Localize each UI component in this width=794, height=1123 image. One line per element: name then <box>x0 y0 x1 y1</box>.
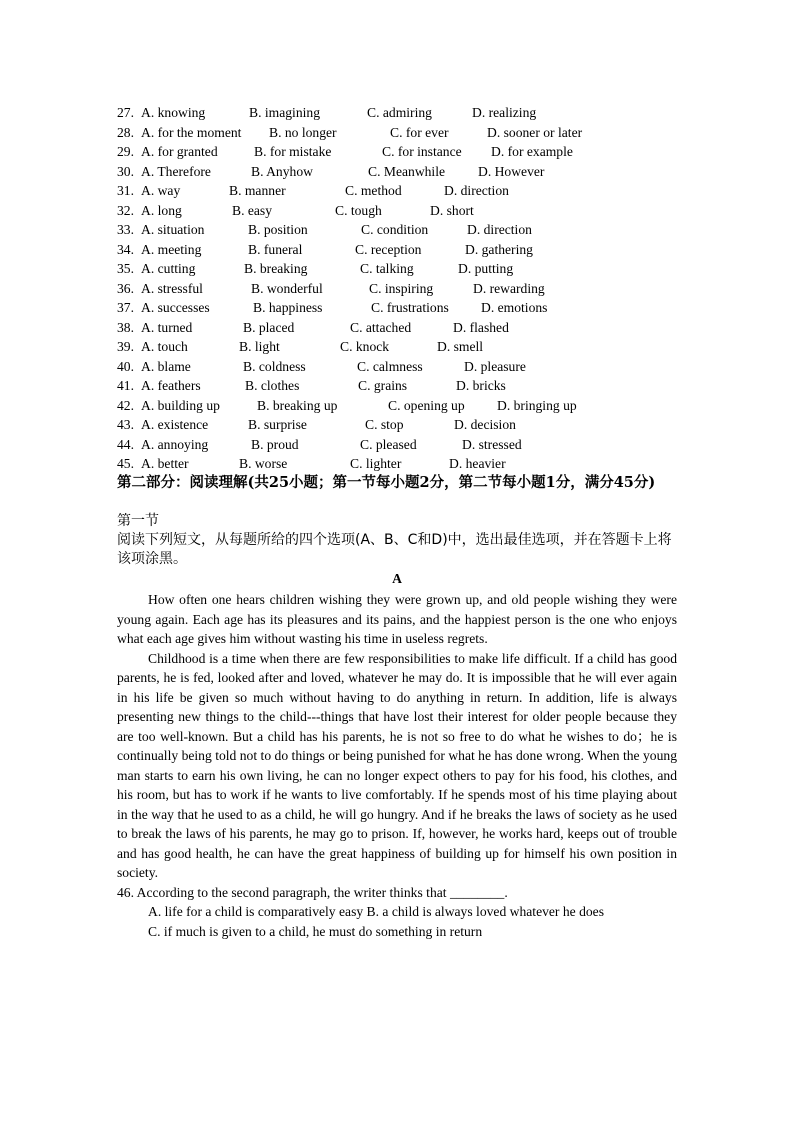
option-c: C. Meanwhile <box>368 163 446 179</box>
option-a: A. long <box>141 202 182 218</box>
option-c: C. inspiring <box>369 280 434 296</box>
question-number: 38. <box>117 319 134 335</box>
option-d: D. realizing <box>472 105 537 120</box>
option-d: D. smell <box>437 339 484 354</box>
passage-body <box>117 590 677 941</box>
option-c: C. grains <box>358 378 408 393</box>
question-number: 28. <box>117 124 134 140</box>
sub-heading-text: 第一节 <box>117 513 159 529</box>
option-d: D. bringing up <box>497 397 577 413</box>
question-number: 35. <box>117 261 134 276</box>
option-a: A. meeting <box>141 241 202 257</box>
option-b: B. Anyhow <box>251 163 313 179</box>
passage-paragraph-2: Childhood is a time when there are few responsibilities to make life difficult. If a child has good parents, he is fed, looked after and loved, whatever he may do. It is impossible that he will ever again in his life be given so much without having to do anything in return. In addition, life is always presenting new things to the child---things that have lost their interest for older people because they are too well-known. But a child has his parents, he is not so free to do what he wishes to do；he is continually being told not to do things or being punished for what he has done wrong. When the young man starts to earn his own living, he can no longer expect others to pay for his food, his clothes, and his room, but has to work if he wants to live comfortably. If he spends most of his time playing about in the way that he used to as a child, he will go hungry. And if he breaks the laws of society as he used to break the laws of his parents, he may go to prison. If, however, he works hard, keeps out of trouble and has good health, he can have the great happiness of building up for himself his own position in society. <box>117 650 677 880</box>
option-b: B. breaking <box>244 261 308 276</box>
option-a: A. successes <box>141 300 210 315</box>
question-number: 39. <box>117 339 134 354</box>
option-c: C. method <box>345 183 402 198</box>
option-d: D. emotions <box>481 300 548 315</box>
option-a: A. Therefore <box>141 163 211 179</box>
option-b: B. imagining <box>249 105 320 120</box>
section-heading-text: 第二部分：阅读理解(共25小题；第一节每小题2分，第二节每小题1分，满分45分) <box>117 474 656 491</box>
option-b: B. wonderful <box>251 280 323 296</box>
option-c: C. opening up <box>388 397 465 413</box>
option-a: A. feathers <box>141 378 201 393</box>
question-number: 40. <box>117 358 134 374</box>
option-d: D. decision <box>454 417 516 432</box>
question-number: 31. <box>117 183 134 198</box>
option-a: A. turned <box>141 319 193 335</box>
option-c: C. talking <box>360 261 414 276</box>
question-number: 43. <box>117 417 134 432</box>
option-b: B. placed <box>243 319 295 335</box>
option-d: D. putting <box>458 261 514 276</box>
question-number: 41. <box>117 378 134 393</box>
option-c: C. for ever <box>390 124 449 140</box>
option-c: C. stop <box>365 417 404 432</box>
option-a: A. for granted <box>141 144 218 159</box>
option-c: C. lighter <box>350 456 402 471</box>
option-c: C. knock <box>340 339 390 354</box>
question-number: 34. <box>117 241 134 257</box>
option-b: B. happiness <box>253 300 323 315</box>
option-d: D. short <box>430 202 474 218</box>
question-number: 32. <box>117 202 134 218</box>
option-b: B. position <box>248 222 308 237</box>
option-c: C. tough <box>335 202 382 218</box>
option-d: D. However <box>478 163 545 179</box>
question-number: 27. <box>117 105 134 120</box>
section-instruction <box>117 531 677 569</box>
option-b: B. manner <box>229 183 286 198</box>
option-c: C. reception <box>355 241 422 257</box>
option-d: D. sooner or later <box>487 124 583 140</box>
option-d: D. for example <box>491 144 573 159</box>
question-number: 36. <box>117 280 134 296</box>
option-d: D. rewarding <box>473 280 545 296</box>
question-number: 30. <box>117 163 134 179</box>
option-d: D. flashed <box>453 319 509 335</box>
option-d: D. gathering <box>465 241 533 257</box>
option-d: D. heavier <box>449 456 506 471</box>
option-c: C. admiring <box>367 105 432 120</box>
option-a: A. way <box>141 183 181 198</box>
option-d: D. direction <box>467 222 532 237</box>
option-a: A. touch <box>141 339 188 354</box>
option-a: A. cutting <box>141 261 196 276</box>
option-c: C. for instance <box>382 144 462 159</box>
option-a: A. for the moment <box>141 124 242 140</box>
option-b: B. no longer <box>269 124 337 140</box>
option-b: B. worse <box>239 456 288 471</box>
option-b: B. proud <box>251 436 299 452</box>
section-heading <box>117 473 677 492</box>
option-d: D. pleasure <box>464 358 526 374</box>
option-b: B. light <box>239 339 280 354</box>
option-b: B. for mistake <box>254 144 332 159</box>
option-a: A. building up <box>141 397 220 413</box>
option-a: A. situation <box>141 222 205 237</box>
option-b: B. surprise <box>248 417 307 432</box>
option-c: C. calmness <box>357 358 423 374</box>
option-a: A. annoying <box>141 436 209 452</box>
option-b: B. breaking up <box>257 397 338 413</box>
option-b: B. easy <box>232 202 273 218</box>
option-d: D. bricks <box>456 378 506 393</box>
question-number: 44. <box>117 436 134 452</box>
option-b: B. clothes <box>245 378 300 393</box>
question-number: 45. <box>117 456 134 471</box>
option-b: B. funeral <box>248 241 303 257</box>
section-sub-heading <box>117 512 677 531</box>
option-a: A. stressful <box>141 280 203 296</box>
question-number: 37. <box>117 300 134 315</box>
option-c: C. attached <box>350 319 412 335</box>
option-c: C. pleased <box>360 436 417 452</box>
passage-title: A <box>392 571 402 586</box>
option-a: A. blame <box>141 358 191 374</box>
option-c: C. condition <box>361 222 429 237</box>
option-a: A. knowing <box>141 105 206 120</box>
question-46-stem: 46. According to the second paragraph, the writer thinks that ________. <box>117 884 508 900</box>
instruction-text: 阅读下列短文，从每题所给的四个选项(A、B、C和D)中，选出最佳选项，并在答题卡上将该项涂黑。 <box>117 532 672 567</box>
option-a: A. existence <box>141 417 209 432</box>
question-number: 29. <box>117 144 134 159</box>
question-number: 42. <box>117 397 134 413</box>
question-46-option-c: C. if much is given to a child, he must do something in return <box>148 923 483 939</box>
option-a: A. better <box>141 456 189 471</box>
question-46-options-ab: A. life for a child is comparatively easy B. a child is always loved whatever he does <box>148 904 605 919</box>
question-number: 33. <box>117 222 134 237</box>
option-d: D. direction <box>444 183 509 198</box>
option-c: C. frustrations <box>371 300 449 315</box>
passage-paragraph-1: How often one hears children wishing they were grown up, and old people wishing they were young again. Each age has its pleasures and its pains, and the happiest person is the one who enjoys what each age gives him without wasting his time in useless regrets. <box>117 592 677 646</box>
option-d: D. stressed <box>462 436 522 452</box>
option-b: B. coldness <box>243 358 306 374</box>
